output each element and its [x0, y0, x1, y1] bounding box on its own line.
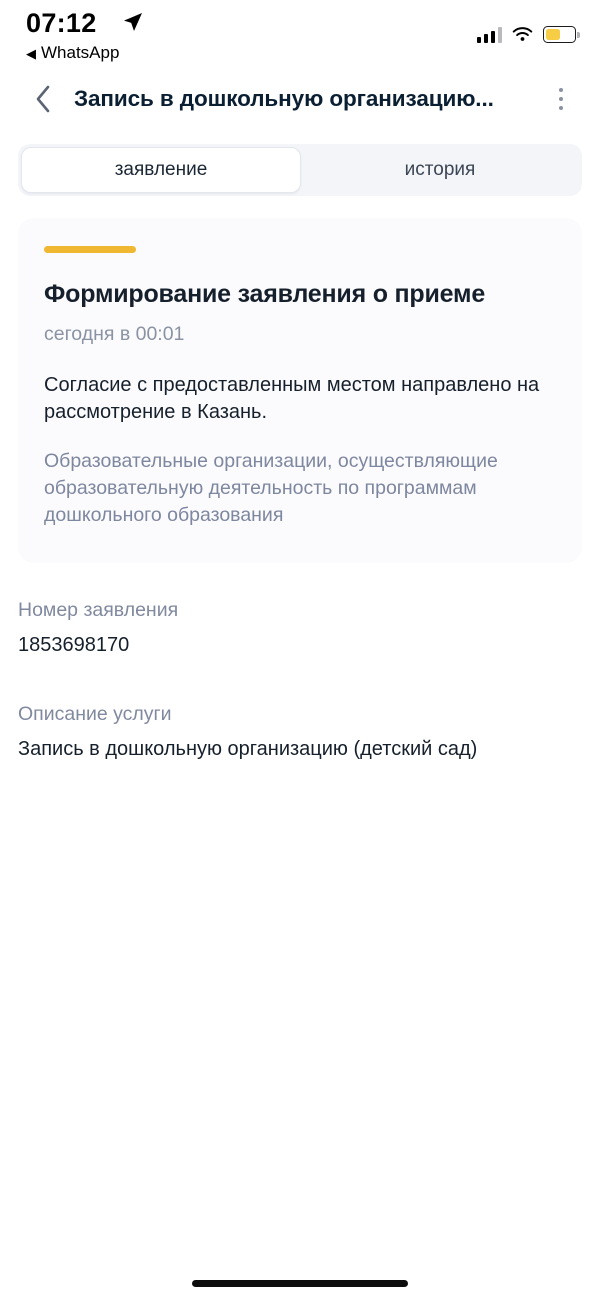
tab-istoriya[interactable]: история: [404, 159, 476, 180]
field-application-number: [18, 599, 582, 657]
cellular-signal-icon: [477, 26, 503, 43]
field-value: Запись в дошкольную организацию (детский сад): [18, 737, 478, 760]
status-card-date: сегодня в 00:01: [44, 323, 185, 345]
back-app-label: WhatsApp: [41, 43, 120, 62]
status-card-title: Формирование заявления о приеме: [44, 280, 486, 308]
status-card-organization: Образовательные организации, осуществляющие образовательную деятельность по программам дошкольного образования: [44, 450, 498, 526]
status-accent-bar: [44, 246, 136, 253]
field-label: Номер заявления: [18, 598, 179, 621]
field-service-description: [18, 703, 582, 761]
battery-fill: [546, 29, 560, 40]
segmented-tabs: [18, 144, 582, 196]
back-button[interactable]: [26, 82, 60, 116]
dot: [559, 97, 564, 102]
status-indicators: [477, 26, 577, 43]
field-value: 1853698170: [18, 633, 130, 656]
location-arrow-icon: [123, 12, 143, 32]
page-title: Запись в дошкольную организацию...: [74, 86, 494, 111]
tab-zayavlenie[interactable]: заявление: [21, 147, 301, 193]
battery-icon: [543, 26, 576, 43]
status-card[interactable]: [18, 218, 582, 563]
status-bar: [0, 0, 600, 68]
back-to-whatsapp-button[interactable]: [26, 43, 119, 63]
more-vertical-icon[interactable]: [544, 81, 578, 117]
details-list: [18, 599, 582, 761]
dot: [559, 88, 564, 93]
navigation-bar: [0, 68, 600, 130]
home-indicator[interactable]: [192, 1280, 408, 1287]
dot: [559, 106, 564, 111]
field-label: Описание услуги: [18, 702, 172, 725]
triangle-left-icon: ◀: [26, 45, 36, 61]
status-time: 07:12: [26, 8, 97, 38]
status-card-body: Согласие с предоставленным местом направлено на рассмотрение в Казань.: [44, 374, 540, 423]
chevron-left-icon: [33, 83, 53, 115]
wifi-icon: [511, 26, 534, 43]
